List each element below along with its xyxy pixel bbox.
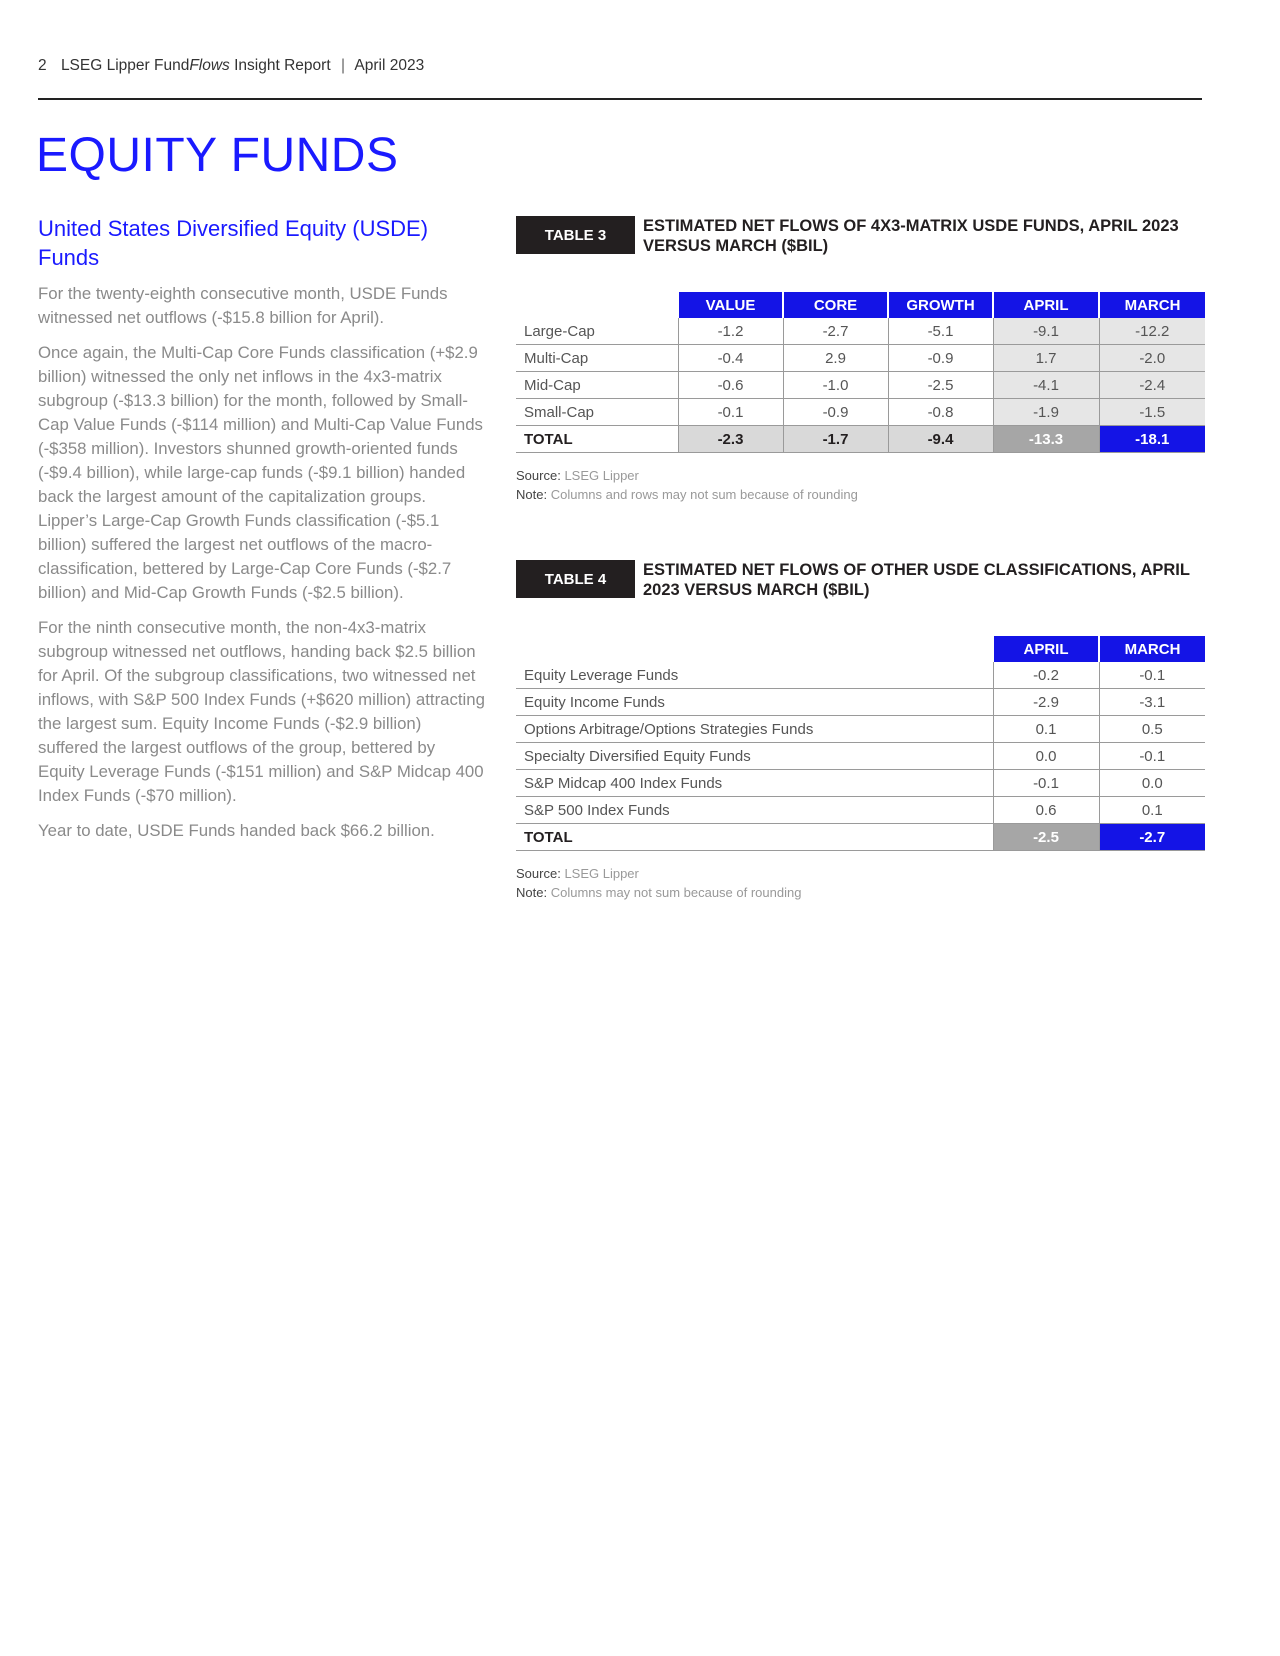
running-header: [38, 57, 424, 75]
cell: -0.9: [888, 345, 993, 372]
cell: -18.1: [1099, 426, 1205, 453]
row-label: Equity Income Funds: [516, 689, 993, 716]
report-name-suffix: Insight Report: [234, 57, 331, 74]
cell: -0.1: [678, 399, 783, 426]
column-header: APRIL: [993, 292, 1099, 318]
cell: 0.5: [1099, 716, 1205, 743]
table-4-header: [516, 560, 1206, 600]
source-label: Source:: [516, 866, 561, 881]
total-row: [516, 426, 1205, 453]
source-value: LSEG Lipper: [564, 468, 639, 483]
cell: -2.5: [993, 824, 1099, 851]
cell: -0.9: [783, 399, 888, 426]
row-label: Small-Cap: [516, 399, 678, 426]
table-4-notes: [516, 864, 1206, 902]
column-header: MARCH: [1099, 292, 1205, 318]
row-label: TOTAL: [516, 824, 993, 851]
table-3-title: ESTIMATED NET FLOWS OF 4X3-MATRIX USDE FUNDS, APRIL 2023 VERSUS MARCH ($BIL): [643, 217, 1179, 255]
page-number: 2: [38, 57, 47, 74]
cell: 0.0: [1099, 770, 1205, 797]
table-4-title: ESTIMATED NET FLOWS OF OTHER USDE CLASSIFICATIONS, APRIL 2023 VERSUS MARCH ($BIL): [643, 561, 1190, 599]
cell: -1.2: [678, 318, 783, 345]
table-3: [516, 292, 1205, 453]
table-3-header: [516, 216, 1206, 256]
paragraph: For the ninth consecutive month, the non-4x3-matrix subgroup witnessed net outflows, handing back $2.5 billion for April. Of the subgroup classifications, two witnessed net inflows, with S&P 500 Index Funds (+$620 million) attracting the largest sum. Equity Income Funds (-$2.9 billion) suffered the largest outflows of the group, bettered by Equity Leverage Funds (-$151 million) and S&P Midcap 400 Index Funds (-$70 million).: [38, 618, 485, 805]
row-label: Specialty Diversified Equity Funds: [516, 743, 993, 770]
cell: -12.2: [1099, 318, 1205, 345]
column-header: CORE: [783, 292, 888, 318]
header-separator: |: [340, 57, 345, 74]
row-label: Equity Leverage Funds: [516, 662, 993, 689]
table-row: [516, 345, 1205, 372]
cell: -5.1: [888, 318, 993, 345]
table-4: [516, 636, 1205, 851]
body-column: [38, 214, 486, 854]
cell: -0.4: [678, 345, 783, 372]
cell: -2.0: [1099, 345, 1205, 372]
cell: 0.0: [993, 743, 1099, 770]
table-4-block: [516, 560, 1206, 902]
cell: 0.1: [993, 716, 1099, 743]
header-blank: [516, 292, 678, 318]
note-value: Columns may not sum because of rounding: [550, 885, 802, 900]
paragraph: For the twenty-eighth consecutive month, USDE Funds witnessed net outflows (-$15.8 billion for April).: [38, 284, 448, 327]
cell: -1.9: [993, 399, 1099, 426]
cell: -0.2: [993, 662, 1099, 689]
table-row: [516, 662, 1205, 689]
table-header-row: [516, 636, 1205, 662]
cell: -1.7: [783, 426, 888, 453]
table-row: [516, 797, 1205, 824]
row-label: TOTAL: [516, 426, 678, 453]
cell: -1.5: [1099, 399, 1205, 426]
header-rule: [38, 98, 1202, 100]
table-3-block: [516, 216, 1206, 504]
table-3-notes: [516, 466, 1206, 504]
total-row: [516, 824, 1205, 851]
cell: 0.6: [993, 797, 1099, 824]
row-label: S&P 500 Index Funds: [516, 797, 993, 824]
table-row: [516, 372, 1205, 399]
table-4-badge: TABLE 4: [516, 560, 635, 598]
table-header-row: [516, 292, 1205, 318]
cell: -2.5: [888, 372, 993, 399]
cell: -0.1: [1099, 743, 1205, 770]
table-row: [516, 716, 1205, 743]
cell: -4.1: [993, 372, 1099, 399]
cell: 1.7: [993, 345, 1099, 372]
page-title: EQUITY FUNDS: [36, 129, 399, 182]
column-header: APRIL: [993, 636, 1099, 662]
note-label: Note:: [516, 487, 548, 502]
cell: 0.1: [1099, 797, 1205, 824]
cell: -0.8: [888, 399, 993, 426]
report-name-italic: Flows: [189, 57, 230, 74]
row-label: Mid-Cap: [516, 372, 678, 399]
header-blank: [516, 636, 993, 662]
cell: -2.3: [678, 426, 783, 453]
cell: -2.7: [1099, 824, 1205, 851]
table-row: [516, 770, 1205, 797]
cell: -0.1: [993, 770, 1099, 797]
cell: -2.4: [1099, 372, 1205, 399]
table-row: [516, 399, 1205, 426]
note-value: Columns and rows may not sum because of rounding: [550, 487, 858, 502]
paragraph: Year to date, USDE Funds handed back $66.2 billion.: [38, 821, 435, 840]
paragraph: Once again, the Multi-Cap Core Funds classification (+$2.9 billion) witnessed the only net inflows in the 4x3-matrix subgroup (-$13.3 billion) for the month, followed by Small-Cap Value Funds (-$114 million) and Multi-Cap Value Funds (-$358 million). Investors shunned growth-oriented funds (-$9.4 billion), while large-cap funds (-$9.1 billion) handed back the largest amount of the capitalization groups. Lipper’s Large-Cap Growth Funds classification (-$5.1 billion) suffered the largest net outflows of the macro-classification, bettered by Large-Cap Core Funds (-$2.7 billion) and Mid-Cap Growth Funds (-$2.5 billion).: [38, 343, 483, 602]
cell: -3.1: [1099, 689, 1205, 716]
table-row: [516, 743, 1205, 770]
cell: -9.4: [888, 426, 993, 453]
row-label: Multi-Cap: [516, 345, 678, 372]
cell: -0.6: [678, 372, 783, 399]
note-label: Note:: [516, 885, 548, 900]
column-header: MARCH: [1099, 636, 1205, 662]
section-heading: United States Diversified Equity (USDE) Funds: [38, 216, 429, 270]
cell: -0.1: [1099, 662, 1205, 689]
row-label: S&P Midcap 400 Index Funds: [516, 770, 993, 797]
row-label: Large-Cap: [516, 318, 678, 345]
cell: -13.3: [993, 426, 1099, 453]
row-label: Options Arbitrage/Options Strategies Funds: [516, 716, 993, 743]
table-row: [516, 318, 1205, 345]
table-row: [516, 689, 1205, 716]
source-label: Source:: [516, 468, 561, 483]
source-value: LSEG Lipper: [564, 866, 639, 881]
cell: -1.0: [783, 372, 888, 399]
table-3-badge: TABLE 3: [516, 216, 635, 254]
cell: -2.7: [783, 318, 888, 345]
report-name-prefix: LSEG Lipper Fund: [60, 57, 190, 74]
cell: 2.9: [783, 345, 888, 372]
cell: -2.9: [993, 689, 1099, 716]
cell: -9.1: [993, 318, 1099, 345]
column-header: GROWTH: [888, 292, 993, 318]
column-header: VALUE: [678, 292, 783, 318]
report-date: April 2023: [354, 57, 425, 74]
